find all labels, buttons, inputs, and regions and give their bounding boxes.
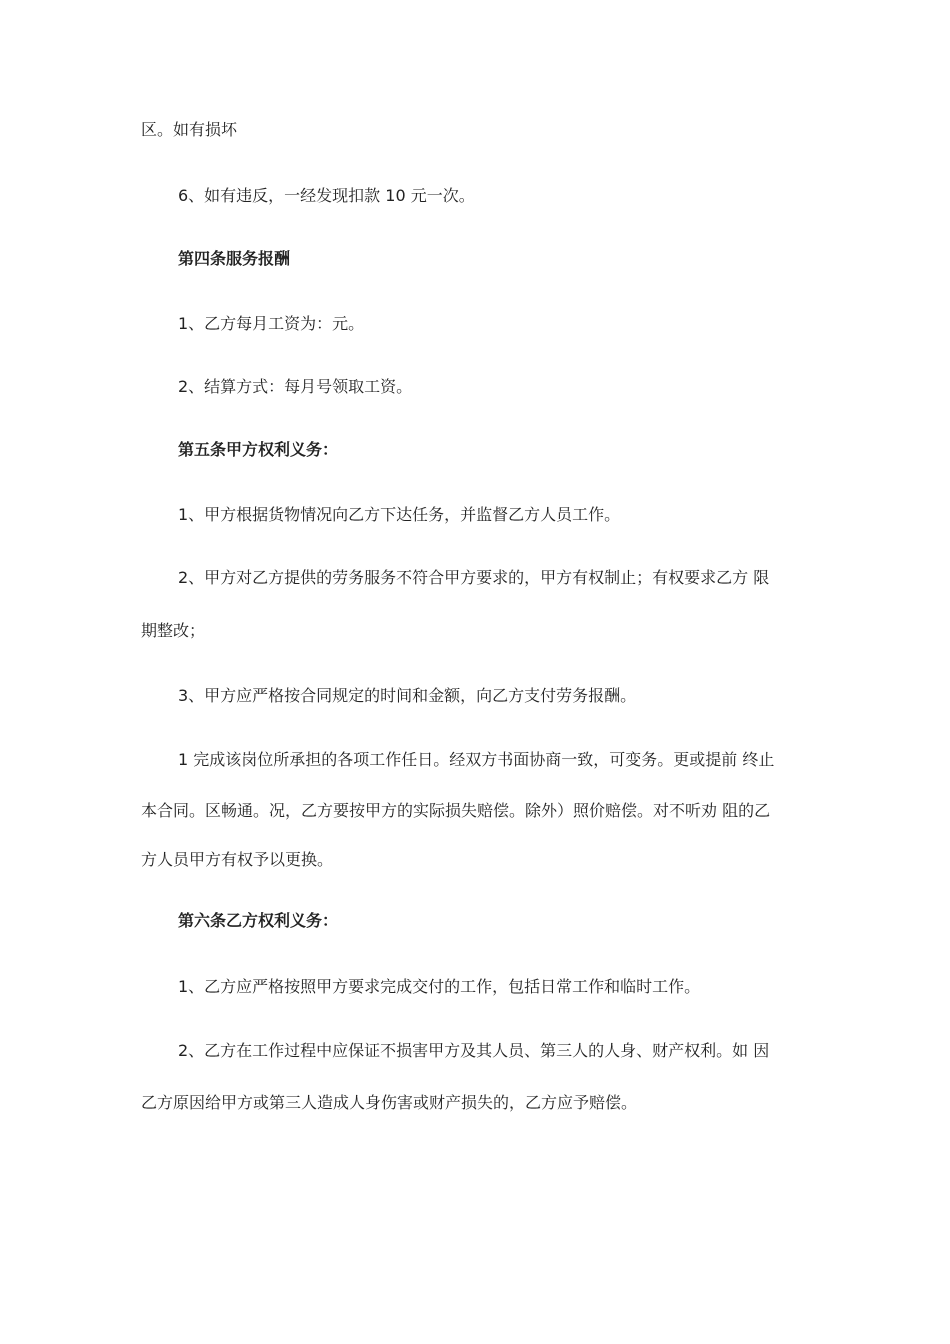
- paragraph-line: 1、甲方根据货物情况向乙方下达任务，并监督乙方人员工作。: [178, 505, 621, 524]
- paragraph-line: 1、乙方应严格按照甲方要求完成交付的工作，包括日常工作和临时工作。: [178, 977, 701, 996]
- paragraph-line: 本合同。区畅通。况，乙方要按甲方的实际损失赔偿。除外）照价赔偿。对不听劝 阻的乙: [141, 801, 771, 820]
- section-heading: 第五条甲方权利义务：: [178, 440, 339, 459]
- section-heading: 第六条乙方权利义务：: [178, 911, 339, 930]
- paragraph-line: 乙方原因给甲方或第三人造成人身伤害或财产损失的，乙方应予赔偿。: [141, 1093, 638, 1112]
- paragraph-line: 1 完成该岗位所承担的各项工作任日。经双方书面协商一致，可变务。更或提前 终止: [178, 750, 775, 769]
- paragraph-line: 区。如有损坏: [141, 120, 238, 139]
- paragraph-line: 期整改；: [141, 621, 206, 640]
- paragraph-line: 2、乙方在工作过程中应保证不损害甲方及其人员、第三人的人身、财产权利。如 因: [178, 1041, 770, 1060]
- paragraph-line: 2、甲方对乙方提供的劳务服务不符合甲方要求的，甲方有权制止；有权要求乙方 限: [178, 568, 770, 587]
- paragraph-line: 6、如有违反，一经发现扣款 10 元一次。: [178, 186, 475, 205]
- paragraph-line: 1、乙方每月工资为：元。: [178, 314, 365, 333]
- section-heading: 第四条服务报酬: [178, 249, 291, 268]
- paragraph-line: 2、结算方式：每月号领取工资。: [178, 377, 413, 396]
- paragraph-line: 3、甲方应严格按合同规定的时间和金额，向乙方支付劳务报酬。: [178, 686, 637, 705]
- paragraph-line: 方人员甲方有权予以更换。: [141, 850, 334, 869]
